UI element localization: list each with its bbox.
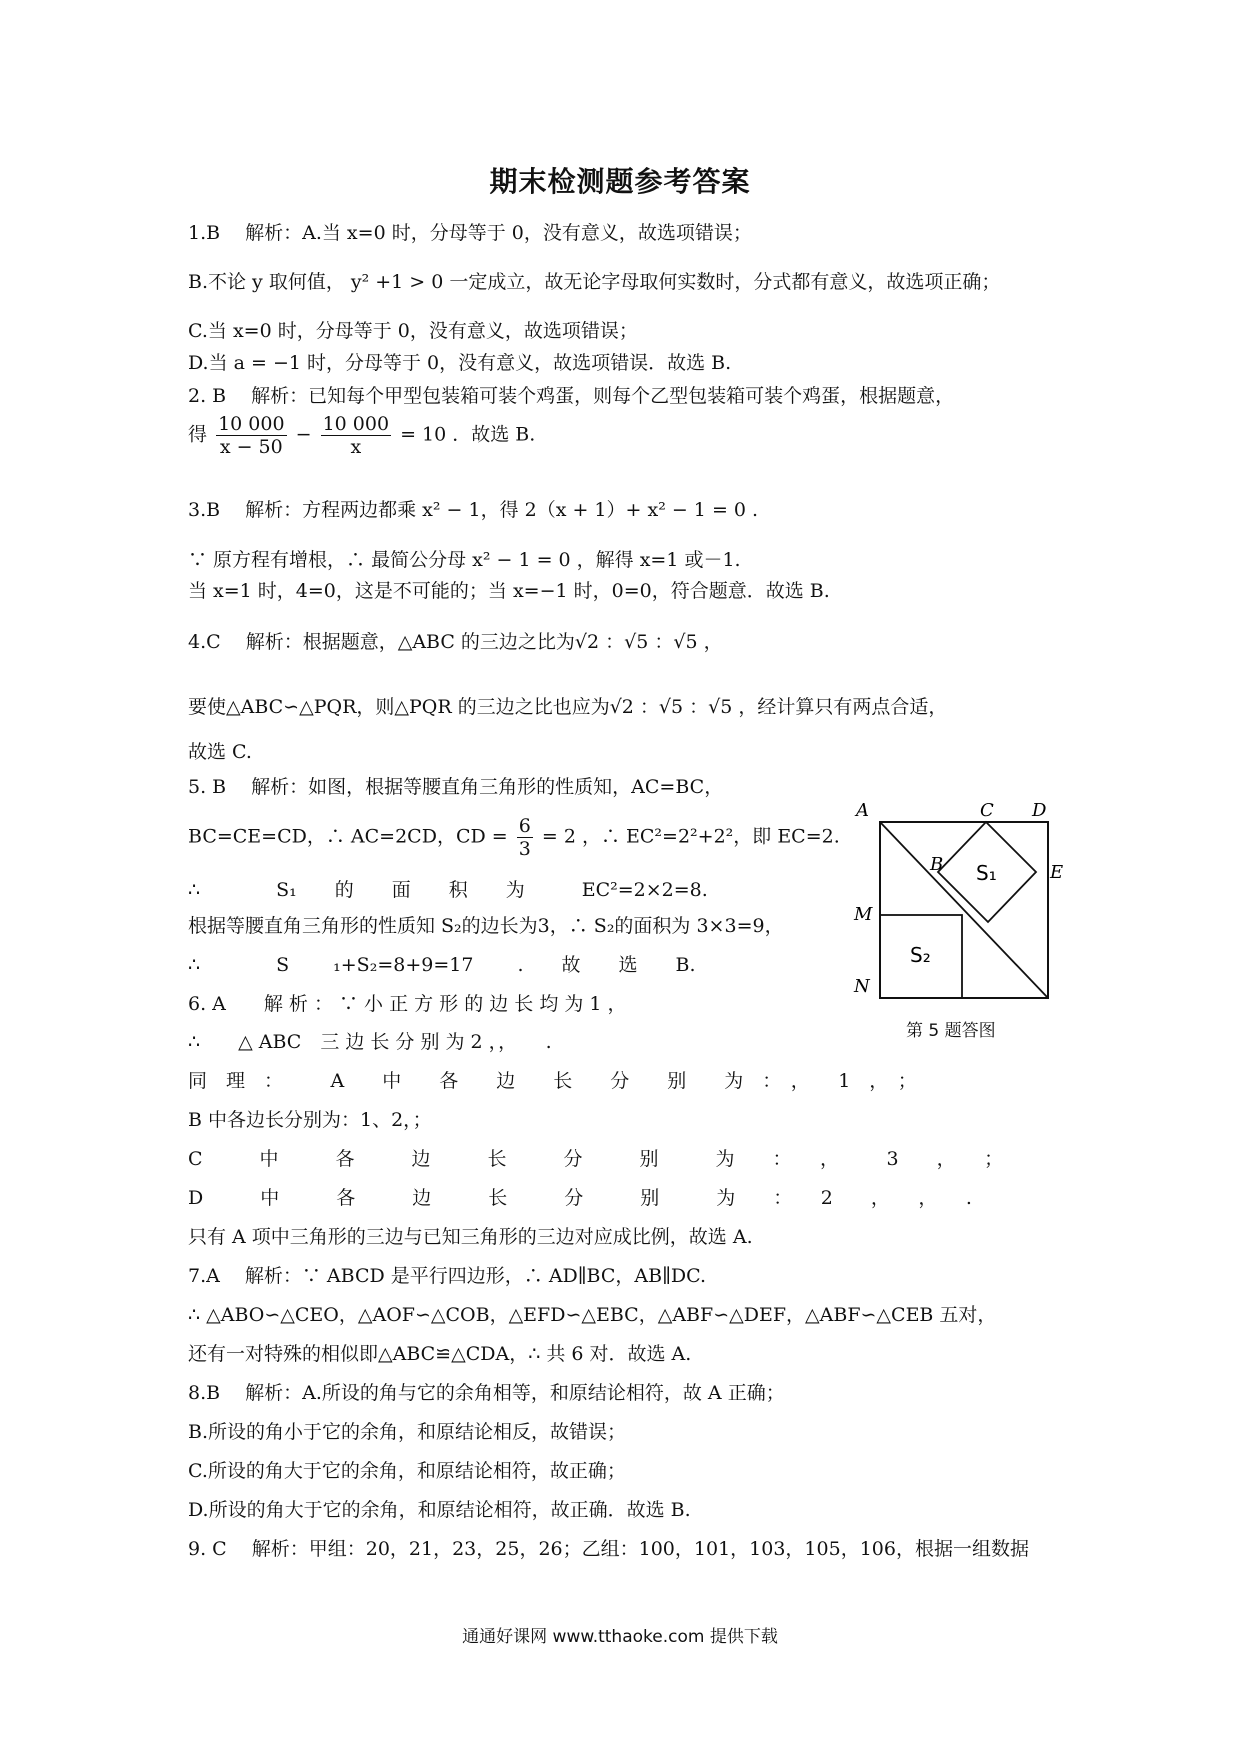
fraction-1 (216, 413, 286, 458)
answer-line-3a: 3.B 解析：方程两边都乘 x² − 1，得 2（x + 1）+ x² − 1 = 0 . (188, 499, 759, 521)
text-fragment: = 2 ，∴ EC²=2²+2²，即 EC=2. (541, 825, 840, 848)
answer-line-7a: 7.A 解析：∵ ABCD 是平行四边形，∴ AD∥BC，AB∥DC. (188, 1265, 706, 1287)
answer-line-6f: D 中 各 边 长 分 别 为 ： 2 ， ， . (188, 1187, 972, 1209)
answer-line-6b: ∴ △ ABC 三 边 长 分 别 为 2 ，， . (188, 1031, 552, 1053)
answer-line-6d: B 中各边长分别为：1、2，； (188, 1109, 432, 1131)
label-S2: S₂ (910, 943, 931, 967)
answer-line-5e: ∴ S ₁+S₂=8+9=17 . 故 选 B. (188, 954, 696, 976)
text-fragment: 得 (188, 423, 208, 446)
fraction-6-over-3 (517, 815, 533, 860)
minus-sign: − (295, 423, 312, 446)
answer-line-3b: ∵ 原方程有增根，∴ 最简公分母 x² − 1 = 0 ，解得 x=1 或－1. (188, 549, 741, 571)
answer-line-8d: D.所设的角大于它的余角，和原结论相符，故正确．故选 B. (188, 1499, 691, 1521)
answer-line-3c: 当 x=1 时，4=0，这是不可能的；当 x=−1 时，0=0，符合题意．故选 B. (188, 580, 830, 602)
text-fragment: BC=CE=CD，∴ AC=2CD，CD = (188, 825, 508, 848)
answer-line-4b: 要使△ABC∽△PQR，则△PQR 的三边之比也应为√2 ：√5 ：√5 ，经计算只有两点合适， (188, 696, 948, 718)
diagonal-line (880, 822, 1048, 998)
answer-line-5b (188, 815, 840, 860)
label-M: M (854, 904, 873, 925)
answer-line-1c: C.当 x=0 时，分母等于 0，没有意义，故选项错误； (188, 320, 638, 342)
answer-line-4a: 4.C 解析：根据题意，△ABC 的三边之比为√2 ：√5 ：√5 ， (188, 631, 723, 653)
answer-line-5d: 根据等腰直角三角形的性质知 S₂的边长为3，∴ S₂的面积为 3×3=9， (188, 915, 784, 937)
answer-line-7c: 还有一对特殊的相似即△ABC≌△CDA，∴ 共 6 对．故选 A. (188, 1343, 692, 1365)
answer-line-1d: D.当 a = −1 时，分母等于 0，没有意义，故选项错误．故选 B. (188, 352, 732, 374)
answer-line-5a: 5. B 解析：如图，根据等腰直角三角形的性质知，AC=BC， (188, 776, 724, 798)
answer-line-7b: ∴ △ABO∽△CEO，△AOF∽△COB，△EFD∽△EBC，△ABF∽△DEF，△ABF∽△CEB 五对， (188, 1304, 997, 1326)
answer-line-6e: C 中 各 边 长 分 别 为 ： ， 3 ， ； (188, 1148, 1004, 1170)
answer-line-2a: 2. B 解析：已知每个甲型包装箱可装个鸡蛋，则每个乙型包装箱可装个鸡蛋，根据题意， (188, 385, 955, 407)
label-N: N (854, 976, 870, 997)
fraction-numerator: 10 000 (218, 413, 285, 435)
label-D: D (1032, 800, 1047, 821)
footer-source: 通通好课网 www.tthaoke.com 提供下载 (462, 1627, 778, 1647)
fraction-2 (321, 413, 391, 458)
answer-line-6c: 同 理 ： A 中 各 边 长 分 别 为 ： ， 1 ， ； (188, 1070, 917, 1092)
answer-line-5c: ∴ S₁ 的 面 积 为 EC²=2×2=8. (188, 879, 708, 901)
answer-line-8c: C.所设的角大于它的余角，和原结论相符，故正确； (188, 1460, 626, 1482)
fraction-numerator: 10 000 (322, 413, 390, 435)
answer-line-1a: 1.B 解析：A.当 x=0 时，分母等于 0，没有意义，故选项错误； (188, 222, 752, 244)
answer-line-8b: B.所设的角小于它的余角，和原结论相反，故错误； (188, 1421, 627, 1443)
answer-line-1b: B.不论 y 取何值， y² +1 > 0 一定成立，故无论字母取何实数时，分式都有意义，故选项正确； (188, 271, 1001, 293)
text-fragment: = 10 ．故选 B. (400, 423, 536, 446)
label-C: C (980, 800, 994, 821)
fraction-denominator: x − 50 (219, 436, 283, 458)
fraction-denominator: 3 (518, 838, 531, 860)
answer-line-9a: 9. C 解析：甲组：20，21，23，25，26；乙组：100，101，103，105，106，根据一组数据 (188, 1538, 1029, 1560)
label-B: B (930, 854, 944, 875)
label-A: A (856, 800, 869, 821)
page-title: 期末检测题参考答案 (489, 165, 751, 198)
fraction-numerator: 6 (518, 815, 531, 837)
figure-caption: 第 5 题答图 (906, 1021, 996, 1041)
label-E: E (1050, 862, 1064, 883)
geometry-figure-q5 (848, 800, 1068, 1010)
answer-line-2b (188, 413, 535, 458)
answer-line-8a: 8.B 解析：A.所设的角与它的余角相等，和原结论相符，故 A 正确； (188, 1382, 785, 1404)
answer-line-4c: 故选 C. (188, 741, 252, 763)
fraction-denominator: x (350, 436, 362, 458)
answer-line-6g: 只有 A 项中三角形的三边与已知三角形的三边对应成比例，故选 A. (188, 1226, 753, 1248)
label-S1: S₁ (976, 861, 997, 885)
answer-line-6a: 6. A 解 析 ： ∵ 小 正 方 形 的 边 长 均 为 1 ， (188, 993, 627, 1015)
